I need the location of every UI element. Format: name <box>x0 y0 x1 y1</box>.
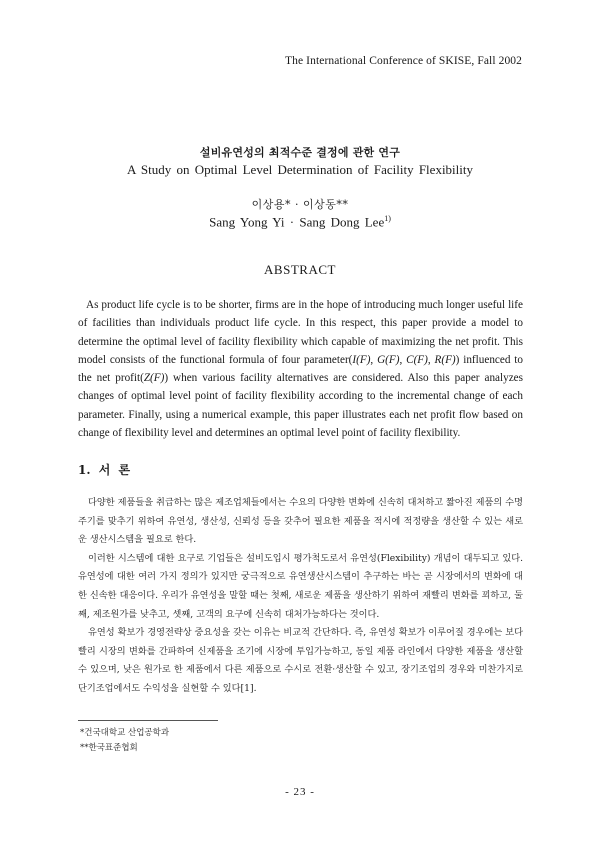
author-footnote-mark: 1) <box>384 214 391 223</box>
param-r: R(F) <box>434 353 456 366</box>
title-korean: 설비유연성의 최적수준 결정에 관한 연구 <box>199 146 401 159</box>
abstract-sep-1: , <box>370 353 378 366</box>
abstract-sep-2: , <box>399 353 407 366</box>
authors-english <box>0 214 600 230</box>
abstract-heading: ABSTRACT <box>264 262 336 277</box>
abstract-body <box>78 296 523 442</box>
introduction-paragraph-2: 이러한 시스템에 대한 요구로 기업들은 설비도입시 평가척도로서 유연성(Flexibility) 개념이 대두되고 있다. 유연성에 대한 여러 가지 정의가 있지만 궁극적으로 유연생산시스템이 추구하는 바는 곧 시장에서의 변화에 대한 신속한 대응이다. 우리가 유연성을 말할 때는 첫째, 새로운 제품을 생산하기 위하여 재빨리 변화를 꾀하고, 둘째, 제조원가를 낮추고, 셋째, 고객의 요구에 신속히 대처가능하다는 것이다. <box>78 552 523 620</box>
introduction-paragraph-1: 다양한 제품들을 취급하는 많은 제조업체들에서는 수요의 다양한 변화에 신속히 대처하고 짧아진 제품의 수명주기를 맞추기 위하여 유연성, 생산성, 신뢰성 등을 갖추어 필요한 제품을 적시에 적정량을 생산할 수 있는 새로운 생산시스템을 필요로 한다. <box>78 497 523 546</box>
param-i: I(F) <box>352 353 371 366</box>
abstract-text-3: ) when various facility alternatives are considered. Also this paper analyzes changes of optimal level point of facility flexibility according to the incremental change of each parameter. Finally, using a numerical example, this paper illustrates each net profit flow based on change of flexibility level and determines an optimal level point of facility flexibility. <box>78 372 523 440</box>
footnotes <box>80 726 169 756</box>
abstract-text-1: As product life cycle is to be shorter, firms are in the hope of introducing much longer useful life of facilities than individuals product life cycle. In this respect, this paper provide a model to determine the optimal level of facility flexibility which capable of maximizing the net profit. This model consists of the functional formula of four parameter( <box>78 299 523 366</box>
introduction-body <box>78 494 523 699</box>
running-header: The International Conference of SKISE, Fall 2002 <box>285 55 522 67</box>
footnote-affiliation-2: **한국표준협회 <box>80 743 138 753</box>
title-english: A Study on Optimal Level Determination of Facility Flexibility <box>126 162 473 177</box>
abstract-sep-3: , <box>427 353 435 366</box>
introduction-paragraph-3: 유연성 확보가 경영전략상 중요성을 갖는 이유는 비교적 간단하다. 즉, 유연성 확보가 이루어질 경우에는 보다 빨리 시장의 변화를 간파하여 신제품을 조기에 시장에 투입가능하고, 동일 제품 라인에서 다양한 제품을 생산할 수 있으며, 낮은 원가로 한 제품에서 다른 제품으로 수시로 전환·생산할 수 있고, 장기조업의 경우와 미찬가지로 단기조업에서도 수익성을 실현할 수 있다[1]. <box>78 627 523 694</box>
footnote-affiliation-1: *건국대학교 산업공학과 <box>80 728 170 738</box>
authors-korean: 이상용* · 이상동** <box>251 198 349 211</box>
section-heading-introduction: 1. 서 론 <box>78 463 131 477</box>
param-z: Z(F) <box>143 372 165 385</box>
footnote-divider <box>78 720 218 721</box>
param-c: C(F) <box>406 353 428 366</box>
param-g: G(F) <box>377 353 400 366</box>
authors-english-names: Sang Yong Yi · Sang Dong Lee <box>209 214 385 230</box>
page-number: - 23 - <box>285 786 315 798</box>
abstract-text-2: ) influenced to the net profit( <box>78 353 523 385</box>
